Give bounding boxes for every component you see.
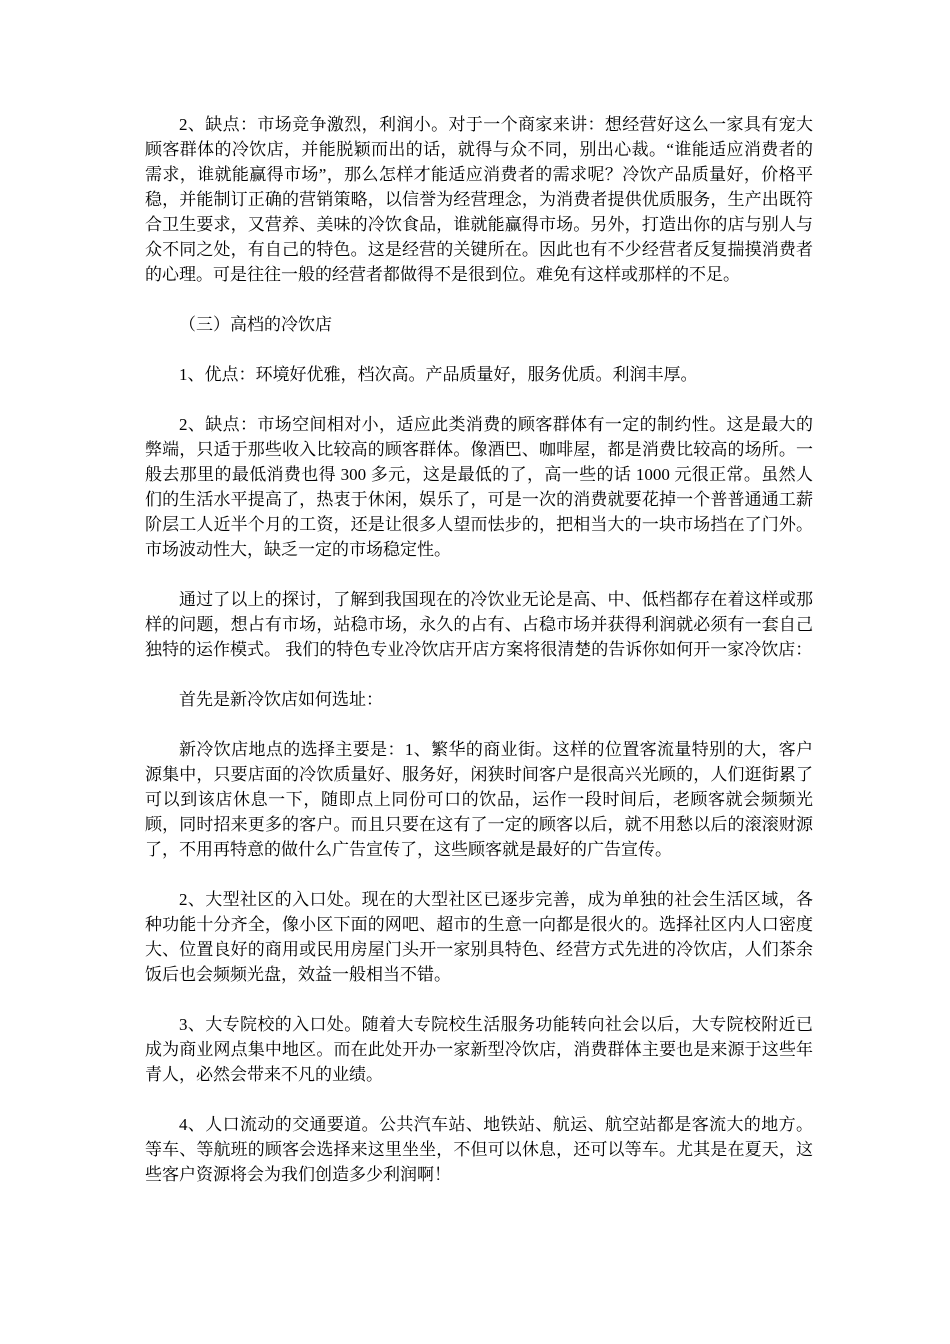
paragraph: 新冷饮店地点的选择主要是：1、繁华的商业街。这样的位置客流量特别的大，客户源集中，只要店面的冷饮质量好、服务好，闲狭时间客户是很高兴光顾的，人们逛街累了可以到该店休息一下，随即点上同份可口的饮品，运作一段时间后，老顾客就会频频光顾，同时招来更多的客户。而且只要在这有了一定的顾客以后，就不用愁以后的滚滚财源了，不用再特意的做什么广告宣传了，这些顾客就是最好的广告宣传。 (145, 740, 813, 859)
section-heading: （三）高档的冷饮店 (179, 315, 332, 334)
paragraph: 通过了以上的探讨，了解到我国现在的冷饮业无论是高、中、低档都存在着这样或那样的问题，想占有市场，站稳市场，永久的占有、占稳市场并获得利润就必须有一套自己独特的运作模式。 我们的特色专业冷饮店开店方案将很清楚的告诉你如何开一家冷饮店： (145, 590, 813, 659)
paragraph: 2、缺点：市场竞争激烈，利润小。对于一个商家来讲：想经营好这么一家具有宠大顾客群体的冷饮店，并能脱颖而出的话，就得与众不同，别出心裁。“谁能适应消费者的需求，谁就能赢得市场”，那么怎样才能适应消费者的需求呢？冷饮产品质量好，价格平稳，并能制订正确的营销策略，以信誉为经营理念，为消费者提供优质服务，生产出既符合卫生要求，又营养、美味的冷饮食品，谁就能赢得市场。另外，打造出你的店与别人与众不同之处，有自己的特色。这是经营的关键所在。因此也有不少经营者反复揣摸消费者的心理。可是往往一般的经营者都做得不是很到位。难免有这样或那样的不足。 (145, 115, 813, 284)
paragraph: 首先是新冷饮店如何选址： (179, 690, 383, 709)
document-body (145, 112, 813, 1187)
paragraph: 2、大型社区的入口处。现在的大型社区已逐步完善，成为单独的社会生活区域，各种功能十分齐全，像小区下面的网吧、超市的生意一向都是很火的。选择社区内人口密度大、位置良好的商用或民用房屋门头开一家别具特色、经营方式先进的冷饮店，人们茶余饭后也会频频光盘，效益一般相当不错。 (145, 890, 813, 984)
paragraph: 2、缺点：市场空间相对小，适应此类消费的顾客群体有一定的制约性。这是最大的弊端，只适于那些收入比较高的顾客群体。像酒巴、咖啡屋，都是消费比较高的场所。一般去那里的最低消费也得 300 多元，这是最低的了，高一些的话 1000 元很正常。虽然人们的生活水平提高了，热衷于休闲，娱乐了，可是一次的消费就要花掉一个普普通通工薪阶层工人近半个月的工资，还是让很多人望而怯步的，把相当大的一块市场挡在了门外。市场波动性大，缺乏一定的市场稳定性。 (145, 415, 813, 559)
paragraph: 1、优点：环境好优雅，档次高。产品质量好，服务优质。利润丰厚。 (179, 365, 698, 384)
paragraph: 3、大专院校的入口处。随着大专院校生活服务功能转向社会以后，大专院校附近已成为商业网点集中地区。而在此处开办一家新型冷饮店，消费群体主要也是来源于这些年青人，必然会带来不凡的业绩。 (145, 1015, 813, 1084)
paragraph: 4、人口流动的交通要道。公共汽车站、地铁站、航运、航空站都是客流大的地方。等车、等航班的顾客会选择来这里坐坐，不但可以休息，还可以等车。尤其是在夏天，这些客户资源将会为我们创造多少利润啊！ (145, 1115, 813, 1184)
